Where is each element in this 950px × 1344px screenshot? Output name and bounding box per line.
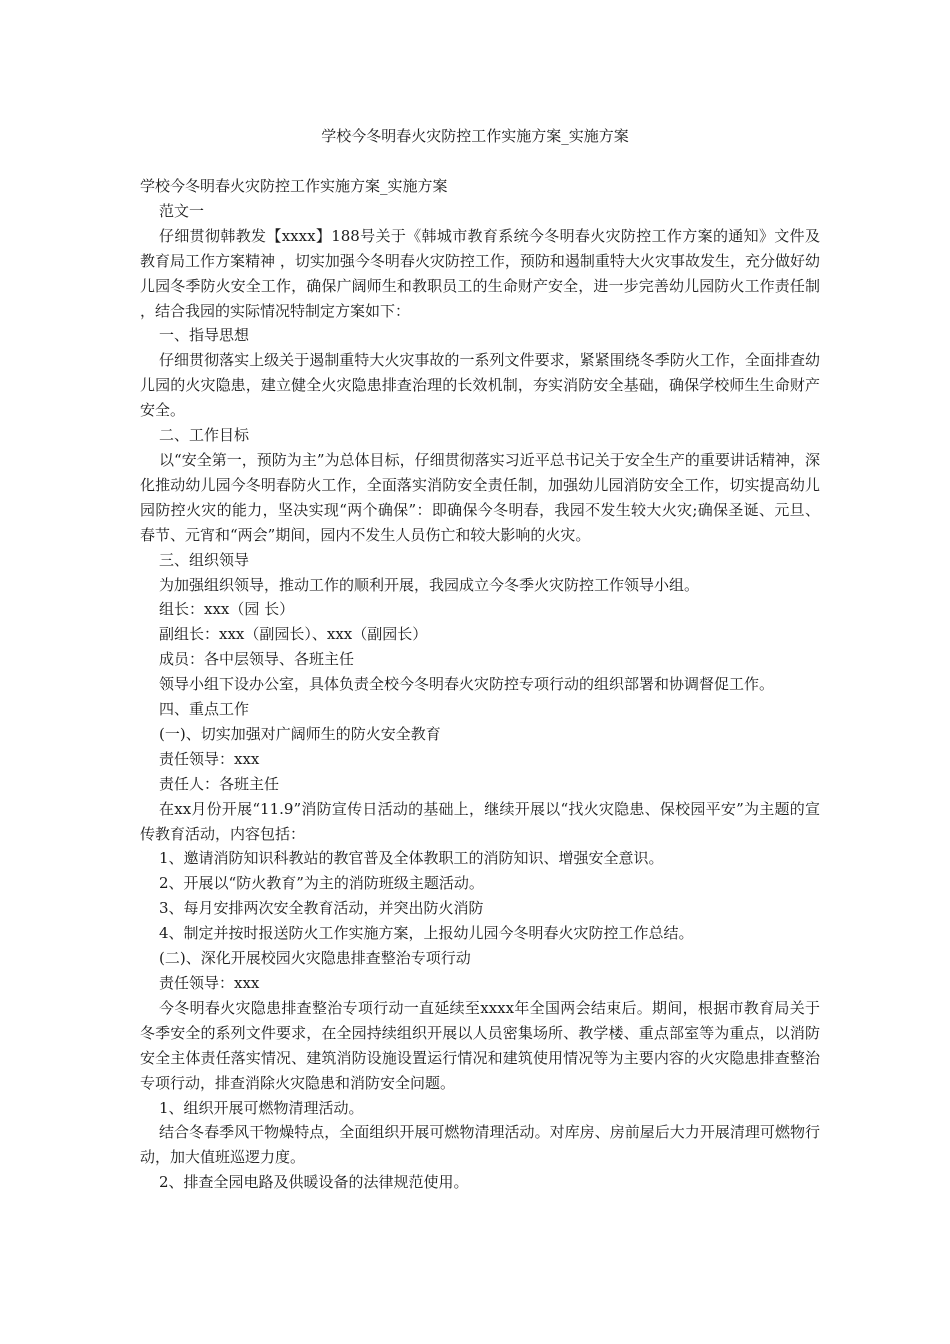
document-paragraph: 一、指导思想 (159, 326, 250, 345)
document-paragraph: (一)、切实加强对广阔师生的防火安全教育 (159, 724, 441, 743)
document-paragraph: 3、每月安排两次安全教育活动，并突出防火消防 (159, 899, 484, 918)
document-paragraph: 三、组织领导 (159, 550, 250, 569)
document-title: 学校今冬明春火灾防控工作实施方案_实施方案 (321, 127, 629, 145)
document-paragraph: 仔细贯彻韩教发【xxxx】188号关于《韩城市教育系统今冬明春火灾防控工作方案的通知》文件及教育局工作方案精神 ，切实加强今冬明春火灾防控工作，预防和遏制重特大火灾事故发生，充分做好幼儿园冬季防火安全工作，确保广阔师生和教职员工的生命财产安全，进一步完善幼儿园防火工作责任制 ，结合我园的实际情况特制定方案如下： (140, 226, 820, 320)
document-paragraph: 为加强组织领导，推动工作的顺利开展，我园成立今冬季火灾防控工作领导小组。 (159, 575, 700, 594)
document-paragraph: 领导小组下设办公室，具体负责全校今冬明春火灾防控专项行动的组织部署和协调督促工作。 (159, 675, 775, 694)
document-paragraph: 二、工作目标 (159, 426, 250, 445)
document-paragraph: 2、排查全园电路及供暖设备的法律规范使用。 (159, 1173, 469, 1192)
document-paragraph: 责任领导：xxx (159, 749, 260, 768)
document-paragraph: 学校今冬明春火灾防控工作实施方案_实施方案 (140, 177, 448, 195)
document-paragraph: 1、邀请消防知识科教站的教官普及全体教职工的消防知识、增强安全意识。 (159, 849, 664, 868)
document-paragraph: 4、制定并按时报送防火工作实施方案，上报幼儿园今冬明春火灾防控工作总结。 (159, 924, 694, 943)
document-paragraph: 责任领导：xxx (159, 974, 260, 992)
document-paragraph: 范文一 (159, 201, 205, 220)
document-paragraph: 在xx月份开展“11.9”消防宣传日活动的基础上，继续开展以“找火灾隐患、保校园平安”为主题的宣传教育活动，内容包括： (140, 799, 820, 843)
document-paragraph: 以“安全第一，预防为主”为总体目标，仔细贯彻落实习近平总书记关于安全生产的重要讲话精神，深化推动幼儿园今冬明春防火工作，全面落实消防安全责任制，加强幼儿园消防安全工作，切实提高幼儿园防控火灾的能力，坚决实现“两个确保”：即确保今冬明春，我园不发生较大火灾;确保圣诞、元旦、春节、元宵和“两会”期间，园内不发生人员伤亡和较大影响的火灾。 (140, 450, 820, 544)
document-paragraph: 1、组织开展可燃物清理活动。 (159, 1098, 364, 1117)
document-paragraph: 今冬明春火灾隐患排查整治专项行动一直延续至xxxx年全国两会结束后。期间，根据市教育局关于冬季安全的系列文件要求，在全园持续组织开展以人员密集场所、教学楼、重点部室等为重点，以消防安全主体责任落实情况、建筑消防设施设置运行情况和建筑使用情况等为主要内容的火灾隐患排查整治专项行动，排查消除火灾隐患和消防安全问题。 (140, 998, 820, 1092)
document-paragraph: 仔细贯彻落实上级关于遏制重特大火灾事故的一系列文件要求，紧紧围绕冬季防火工作，全面排查幼儿园的火灾隐患，建立健全火灾隐患排查治理的长效机制，夯实消防安全基础，确保学校师生生命财产安全。 (140, 351, 820, 420)
document-paragraph: 结合冬春季风干物燥特点，全面组织开展可燃物清理活动。对库房、房前屋后大力开展清理可燃物行动，加大值班巡逻力度。 (140, 1123, 820, 1167)
document-paragraph: 四、重点工作 (159, 700, 250, 719)
document-paragraph: 2、开展以“防火教育”为主的消防班级主题活动。 (159, 874, 484, 893)
document-paragraph: 副组长：xxx（副园长）、xxx（副园长） (159, 625, 428, 644)
document-paragraph: (二)、深化开展校园火灾隐患排查整治专项行动 (159, 949, 471, 968)
document-paragraph: 组长：xxx（园 长） (159, 600, 295, 619)
document-body (140, 174, 820, 1195)
document-paragraph: 成员：各中层领导、各班主任 (159, 650, 355, 669)
document-paragraph: 责任人：各班主任 (159, 774, 280, 793)
